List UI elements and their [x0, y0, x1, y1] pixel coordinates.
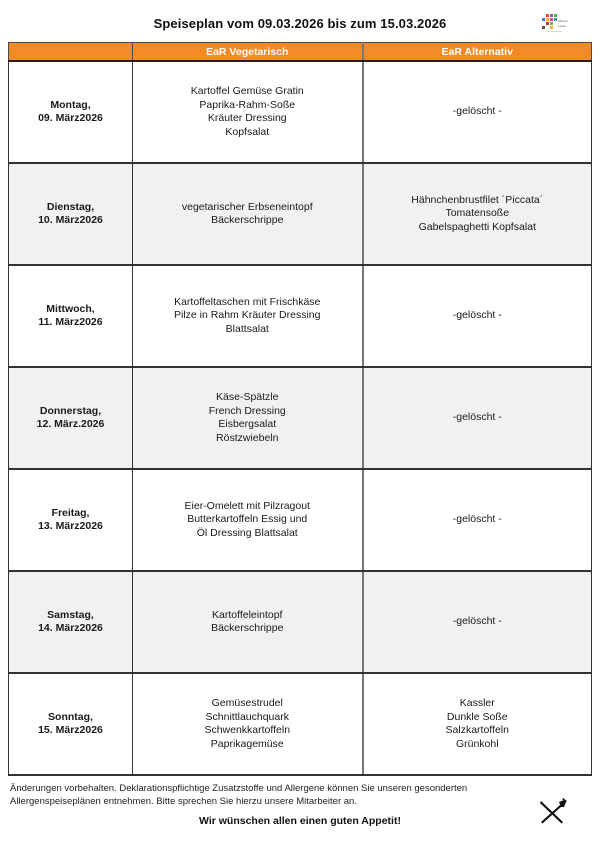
vegetarisch-cell [133, 469, 363, 571]
dish-line: Kartoffeltaschen mit Frischkäse [174, 295, 321, 308]
appetit-message: Wir wünschen allen einen guten Appetit! [199, 815, 401, 827]
weekday: Freitag, [51, 506, 90, 519]
day-cell [9, 469, 133, 571]
dish-line: Kopfsalat [225, 125, 270, 138]
vegetarisch-cell [133, 265, 363, 367]
date: 09. März2026 [38, 112, 103, 124]
dish-line: vegetarischer Erbseneintopf [181, 200, 313, 213]
alternativ-cell [363, 469, 592, 571]
alternativ-cell [363, 61, 592, 163]
dish-line: Käse-Spätzle [216, 391, 279, 403]
dish-line: Eier-Omelett mit Pilzragout [184, 499, 310, 512]
cutlery-icon [538, 798, 568, 826]
dish-line: Paprika-Rahm-Soße [199, 98, 296, 111]
date: 13. März2026 [38, 520, 103, 532]
header-day [9, 43, 133, 62]
date: 15. März2026 [38, 724, 103, 736]
day-cell [9, 367, 133, 469]
dish-line: Kartoffel Gemüse Gratin [190, 85, 304, 97]
table-header-row [9, 43, 592, 62]
date: 14. März2026 [38, 622, 103, 634]
vegetarisch-cell [133, 61, 363, 163]
dish-line: Eisbergsalat [218, 418, 277, 430]
vegetarisch-cell [133, 367, 363, 469]
page-title: Speiseplan vom 09.03.2026 bis zum 15.03.2026 [153, 16, 447, 31]
alternativ-cell [363, 265, 592, 367]
alternativ-cell [363, 163, 592, 265]
vegetarisch-cell [133, 571, 363, 673]
dish-line: Grünkohl [455, 737, 499, 750]
header-vegetarisch: EaR Vegetarisch [133, 43, 363, 62]
day-cell [9, 163, 133, 265]
dish-line: Schwenkkartoffeln [204, 724, 291, 736]
date: 11. März2026 [38, 316, 103, 328]
alternativ-cell [363, 673, 592, 775]
vegetarisch-cell [133, 163, 363, 265]
dish-line: -gelöscht - [452, 105, 502, 118]
dish-line: -gelöscht - [452, 411, 502, 424]
weekday: Mittwoch, [46, 302, 95, 315]
company-logo [540, 12, 580, 36]
dish-line: Tomatensoße [445, 207, 510, 220]
dish-line: Paprikagemüse [210, 737, 284, 750]
dish-line: French Dressing [208, 404, 286, 417]
alternativ-cell [363, 571, 592, 673]
allergen-note-line-2: Allergenspeiseplänen entnehmen. Bitte sprechen Sie hierzu unsere Mitarbeiter an. [10, 796, 357, 807]
table-row [9, 367, 592, 469]
dish-line: Salzkartoffeln [445, 724, 509, 736]
table-row [9, 163, 592, 265]
dish-line: Kräuter Dressing [207, 112, 287, 124]
dish-line: Kartoffeleintopf [212, 608, 283, 621]
day-cell [9, 673, 133, 775]
table-row [9, 265, 592, 367]
dish-line: Schnittlauchquark [205, 710, 289, 723]
dish-line: Hähnchenbrustfilet ´Piccata´ [411, 193, 544, 206]
vegetarisch-cell [133, 673, 363, 775]
weekday: Donnerstag, [39, 404, 102, 417]
dish-line: Bäckerschrippe [211, 622, 284, 634]
logo-text-1: Kitchen [558, 19, 569, 23]
dish-line: -gelöscht - [452, 309, 502, 322]
dish-line: Gemüsestrudel [211, 697, 283, 709]
table-row [9, 673, 592, 775]
dish-line: Pilze in Rahm Kräuter Dressing [174, 309, 321, 322]
day-cell [9, 265, 133, 367]
dish-line: Butterkartoffeln Essig und [187, 513, 308, 526]
weekday: Sonntag, [48, 710, 93, 723]
logo-tagline: Unterwegs für dich [546, 31, 563, 33]
weekday: Dienstag, [46, 200, 95, 213]
day-cell [9, 61, 133, 163]
dish-line: Gabelspaghetti Kopfsalat [418, 220, 536, 233]
dish-line: Dunkle Soße [446, 710, 508, 723]
alternativ-cell [363, 367, 592, 469]
table-row [9, 61, 592, 163]
logo-text-2: Leben [558, 24, 567, 28]
dish-line: -gelöscht - [452, 615, 502, 628]
dish-line: Röstzwiebeln [216, 431, 279, 444]
date: 12. März.2026 [36, 418, 105, 430]
table-row [9, 469, 592, 571]
dish-line: Kassler [459, 697, 495, 709]
table-row [9, 571, 592, 673]
header-alternativ: EaR Alternativ [363, 43, 592, 62]
date: 10. März2026 [38, 214, 103, 226]
weekday: Samstag, [47, 608, 94, 621]
menu-table [8, 42, 592, 776]
dish-line: Öl Dressing Blattsalat [196, 526, 298, 539]
allergen-note [10, 782, 530, 808]
dish-line: Blattsalat [225, 322, 269, 335]
dish-line: -gelöscht - [452, 513, 502, 526]
day-cell [9, 571, 133, 673]
dish-line: Bäckerschrippe [211, 214, 284, 226]
weekday: Montag, [50, 98, 91, 111]
allergen-note-line-1: Änderungen vorbehalten. Deklarationspflichtige Zusatzstoffe und Allergene können Sie unseren gesonderten [10, 783, 468, 794]
